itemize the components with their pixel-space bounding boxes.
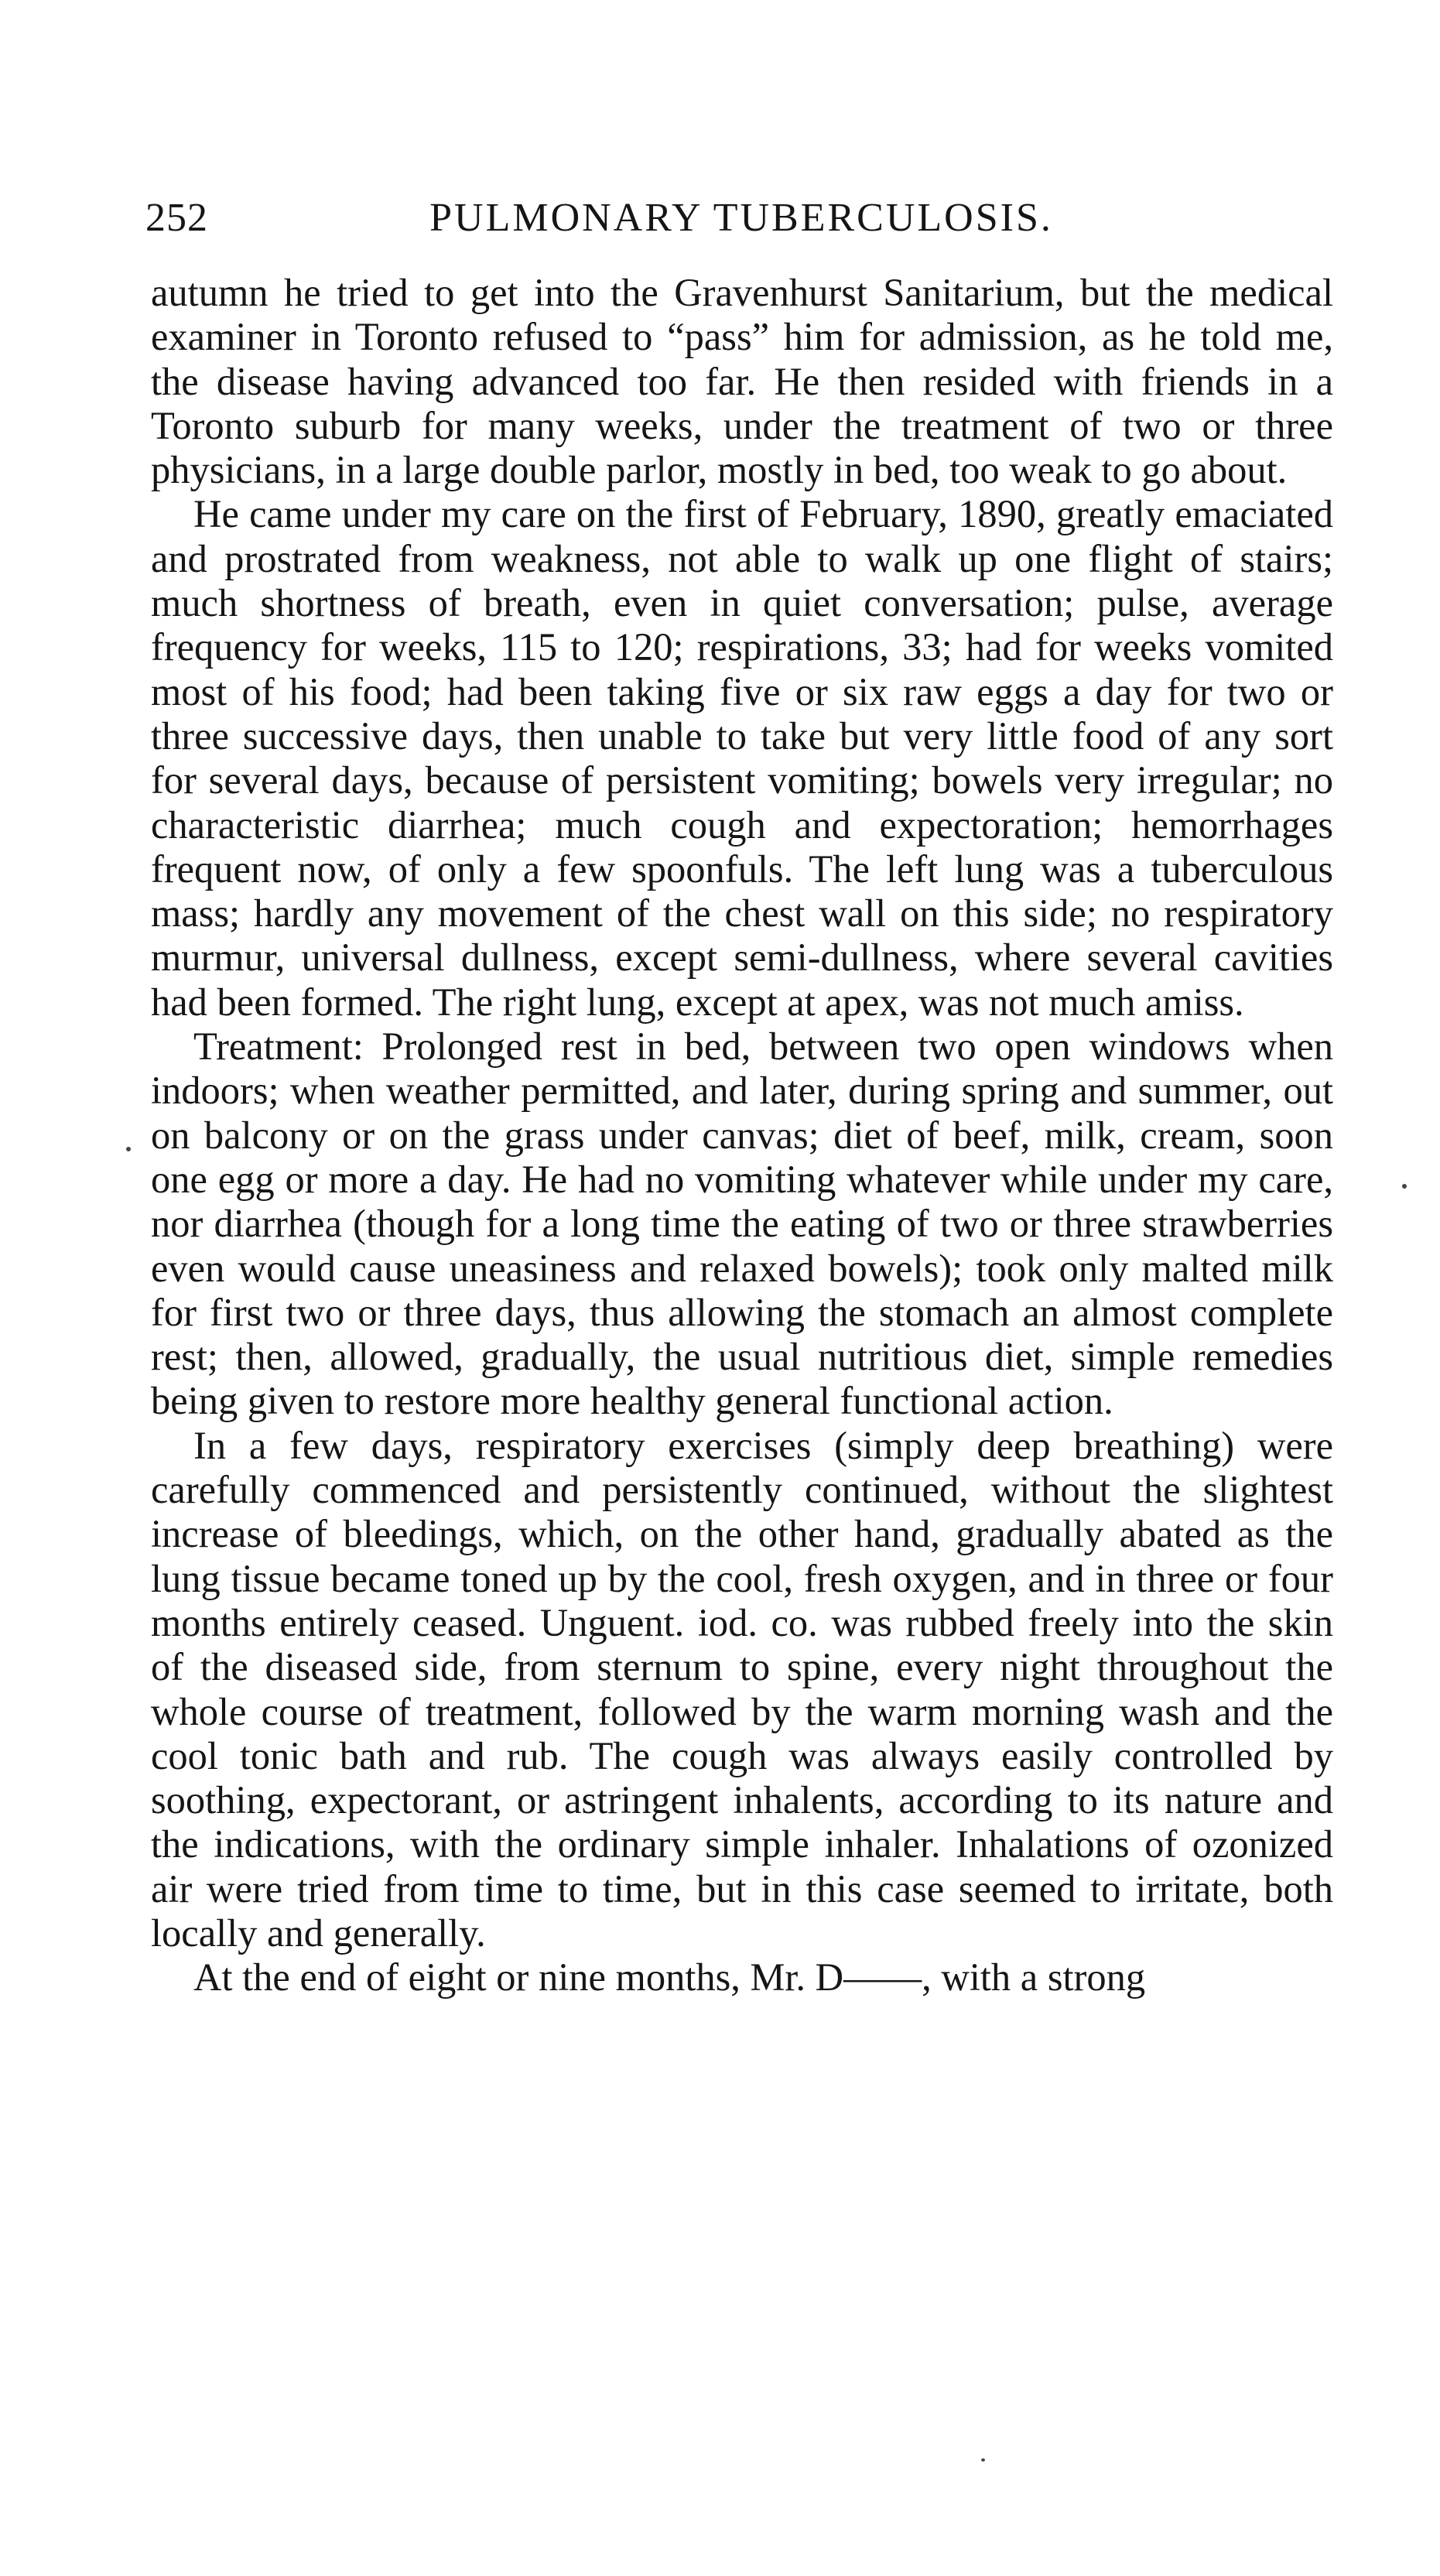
paragraph-case-history: He came under my care on the first of February, 1890, greatly emaciated and prostrated from weakness, not able to walk up one flight of stairs; much shortness of breath, even in quiet conversation; pulse, average frequency for weeks, 115 to 120; respirations, 33; had for weeks vomited most of his food; had been taking five or six raw eggs a day for two or three successive days, then unable to take but very little food of any sort for several days, because of persistent vomiting; bowels very irregular; no characteristic diarrhea; much cough and expectoration; hemorrhages frequent now, of only a few spoonfuls. The left lung was a tuberculous mass; hardly any movement of the chest wall on this side; no respiratory murmur, universal dullness, except semi-dullness, where several cavities had been formed. The right lung, except at apex, was not much amiss.	[151, 492, 1333, 1024]
page-number: 252	[145, 196, 208, 240]
print-speck	[126, 1147, 131, 1151]
running-head	[145, 195, 1337, 249]
paragraph-treatment: Treatment: Prolonged rest in bed, between two open windows when indoors; when weather permitted, and later, during spring and summer, out on balcony or on the grass under canvas; diet of beef, milk, cream, soon one egg or more a day. He had no vomiting whatever while under my care, nor diarrhea (though for a long time the eating of two or three strawberries even would cause uneasiness and relaxed bowels); took only malted milk for first two or three days, thus allowing the stomach an almost complete rest; then, allowed, gradually, the usual nutritious diet, simple remedies being given to restore more healthy general functional action.	[151, 1025, 1333, 1423]
print-speck	[1402, 1184, 1407, 1189]
paragraph-respiratory-exercises: In a few days, respiratory exercises (simply deep breathing) were carefully commenced and persistently continued, without the slightest increase of bleedings, which, on the other hand, gradually abated as the lung tissue became toned up by the cool, fresh oxygen, and in three or four months entirely ceased. Unguent. iod. co. was rubbed freely into the skin of the diseased side, from sternum to spine, every night throughout the whole course of treatment, followed by the warm morning wash and the cool tonic bath and rub. The cough was always easily controlled by soothing, expectorant, or astringent inhalents, according to its nature and the indications, with the ordinary simple inhaler. Inhalations of ozonized air were tried from time to time, but in this case seemed to irritate, both locally and generally.	[151, 1423, 1333, 1955]
body-text	[151, 271, 1333, 2000]
paragraph-continued: autumn he tried to get into the Gravenhurst Sanitarium, but the medical examiner in Toronto refused to “pass” him for admission, as he told me, the disease having advanced too far. He then resided with friends in a Toronto suburb for many weeks, under the treatment of two or three physicians, in a large double parlor, mostly in bed, too weak to go about.	[151, 271, 1333, 492]
running-title: PULMONARY TUBERCULOSIS.	[429, 196, 1053, 240]
paragraph-conclusion-start: At the end of eight or nine months, Mr. D——, with a strong	[193, 1955, 1146, 2000]
print-speck	[981, 2458, 985, 2461]
